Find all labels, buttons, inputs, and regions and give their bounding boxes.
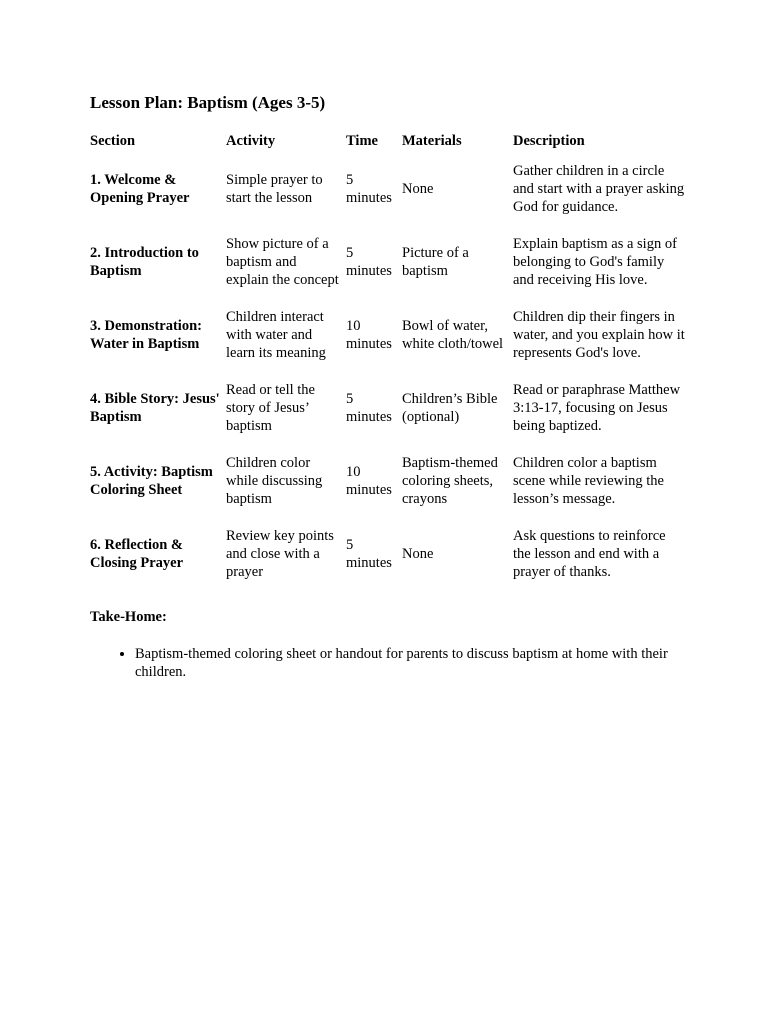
time-cell: 10 minutes xyxy=(346,463,392,498)
activity-cell: Children color while discussing baptism xyxy=(226,454,323,507)
section-cell: 1. Welcome & Opening Prayer xyxy=(90,171,190,206)
table-row xyxy=(88,371,688,444)
section-cell: 5. Activity: Baptism Coloring Sheet xyxy=(90,463,213,498)
header-materials: Materials xyxy=(402,133,462,149)
description-cell: Ask questions to reinforce the lesson and end with a prayer of thanks. xyxy=(513,527,666,580)
activity-cell: Children interact with water and learn its meaning xyxy=(226,308,326,361)
header-description: Description xyxy=(513,133,585,149)
materials-cell: None xyxy=(402,545,434,562)
document-title: Lesson Plan: Baptism (Ages 3-5) xyxy=(90,93,326,112)
time-cell: 5 minutes xyxy=(346,244,392,279)
activity-cell: Simple prayer to start the lesson xyxy=(226,171,323,206)
activity-cell: Show picture of a baptism and explain the concept xyxy=(226,235,339,288)
description-cell: Explain baptism as a sign of belonging to God's family and receiving His love. xyxy=(513,235,677,288)
materials-cell: Bowl of water, white cloth/towel xyxy=(402,317,504,352)
time-cell: 5 minutes xyxy=(346,171,392,206)
table-row xyxy=(88,152,688,225)
section-cell: 2. Introduction to Baptism xyxy=(90,244,199,279)
time-cell: 5 minutes xyxy=(346,536,392,571)
time-cell: 5 minutes xyxy=(346,390,392,425)
list-item: • Baptism-themed coloring sheet or handout for parents to discuss baptism at home with their children. xyxy=(135,645,695,681)
take-home-heading: Take-Home: xyxy=(90,609,167,625)
materials-cell: Children’s Bible (optional) xyxy=(402,390,498,425)
table-row xyxy=(88,444,688,517)
description-cell: Children color a baptism scene while reviewing the lesson’s message. xyxy=(513,454,664,507)
description-cell: Gather children in a circle and start with a prayer asking God for guidance. xyxy=(513,162,685,215)
description-cell: Children dip their fingers in water, and you explain how it represents God's love. xyxy=(513,308,685,361)
section-cell: 3. Demonstration: Water in Baptism xyxy=(90,317,202,352)
table-row xyxy=(88,298,688,371)
activity-cell: Read or tell the story of Jesus’ baptism xyxy=(226,381,315,434)
header-activity: Activity xyxy=(226,133,276,149)
header-time: Time xyxy=(346,133,378,149)
description-cell: Read or paraphrase Matthew 3:13-17, focusing on Jesus being baptized. xyxy=(513,381,681,434)
materials-cell: None xyxy=(402,180,434,197)
lesson-plan-table xyxy=(88,130,688,590)
table-header-row xyxy=(88,130,688,152)
header-section: Section xyxy=(90,133,136,149)
table-row xyxy=(88,517,688,590)
materials-cell: Picture of a baptism xyxy=(402,244,469,279)
time-cell: 10 minutes xyxy=(346,317,392,352)
materials-cell: Baptism-themed coloring sheets, crayons xyxy=(402,454,498,507)
activity-cell: Review key points and close with a prayer xyxy=(226,527,334,580)
take-home-list xyxy=(113,645,695,681)
table-row xyxy=(88,225,688,298)
section-cell: 4. Bible Story: Jesus' Baptism xyxy=(90,390,220,425)
section-cell: 6. Reflection & Closing Prayer xyxy=(90,536,184,571)
